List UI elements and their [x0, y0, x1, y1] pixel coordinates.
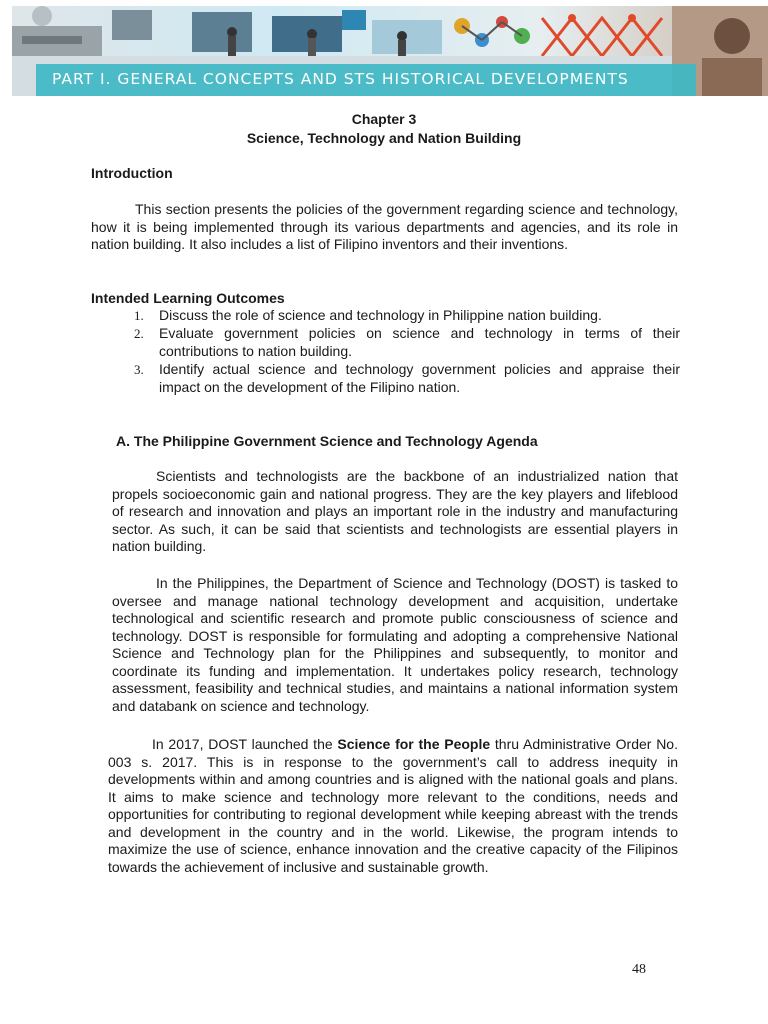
- chapter-number: Chapter 3: [351, 111, 417, 127]
- section-a-paragraph-1: [112, 468, 678, 556]
- page-number: 48: [632, 962, 646, 977]
- program-name: Science for the People: [337, 736, 491, 752]
- header-banner: [12, 6, 768, 96]
- outcome-item: [134, 361, 680, 396]
- section-a-paragraph-2: [112, 575, 678, 715]
- banner-title: PART I. GENERAL CONCEPTS AND STS HISTORICAL DEVELOPMENTS: [52, 70, 629, 88]
- outcome-item: [134, 307, 680, 325]
- section-a-paragraph-3: [108, 736, 678, 876]
- outcome-number: 1.: [134, 308, 144, 323]
- introduction-heading: Introduction: [91, 165, 173, 181]
- section-a-text-3-end: thru Administrative Order No. 003 s. 2017. This is in response to the government’s call to address inequity in developments within and among countries and is aligned with the national goals and plans. It aims to make science and technology more relevant to the conditions, needs and opportunities for contributing to regional development while keeping abreast with the trends and development in the country and in the world. Likewise, the program intends to maximize the use of science, enhance innovation and the creative capacity of the Filipinos towards the achievement of inclusive and sustainable growth.: [108, 736, 678, 875]
- outcome-number: 3.: [134, 362, 144, 377]
- chapter-title: Science, Technology and Nation Building: [246, 130, 522, 146]
- section-a-heading: A. The Philippine Government Science and Technology Agenda: [116, 433, 538, 449]
- outcome-text: Evaluate government policies on science and technology in terms of their contributions to nation building.: [159, 325, 680, 359]
- section-a-text-3-start: In 2017, DOST launched the: [152, 736, 338, 752]
- introduction-paragraph: [91, 201, 678, 254]
- outcome-item: [134, 325, 680, 360]
- outcome-text: Identify actual science and technology government policies and appraise their impact on the development of the Filipino nation.: [159, 361, 680, 395]
- section-a-text-1: Scientists and technologists are the backbone of an industrialized nation that propels socioeconomic gain and national progress. They are the key players and lifeblood of research and innovation and plays an important role in the industry and manufacturing sector. As such, it can be said that scientists and technologists are essential players in nation building.: [112, 468, 678, 554]
- outcome-number: 2.: [134, 326, 144, 341]
- section-a-text-2: In the Philippines, the Department of Science and Technology (DOST) is tasked to oversee and manage national technology development and acquisition, undertake technological and scientific research and promote public consciousness of science and technology. DOST is responsible for formulating and adopting a comprehensive National Science and Technology plan for the Philippines and subsequently, to monitor and coordinate its funding and implementation. It undertakes policy research, technology assessment, feasibility and technical studies, and maintains a national information system and databank on science and technology.: [112, 575, 678, 714]
- introduction-text: This section presents the policies of the government regarding science and technology, how it is being implemented through its various departments and agencies, and its role in nation building. It also includes a list of Filipino inventors and their inventions.: [91, 201, 678, 252]
- outcome-text: Discuss the role of science and technology in Philippine nation building.: [159, 307, 602, 323]
- outcomes-heading: Intended Learning Outcomes: [91, 290, 285, 306]
